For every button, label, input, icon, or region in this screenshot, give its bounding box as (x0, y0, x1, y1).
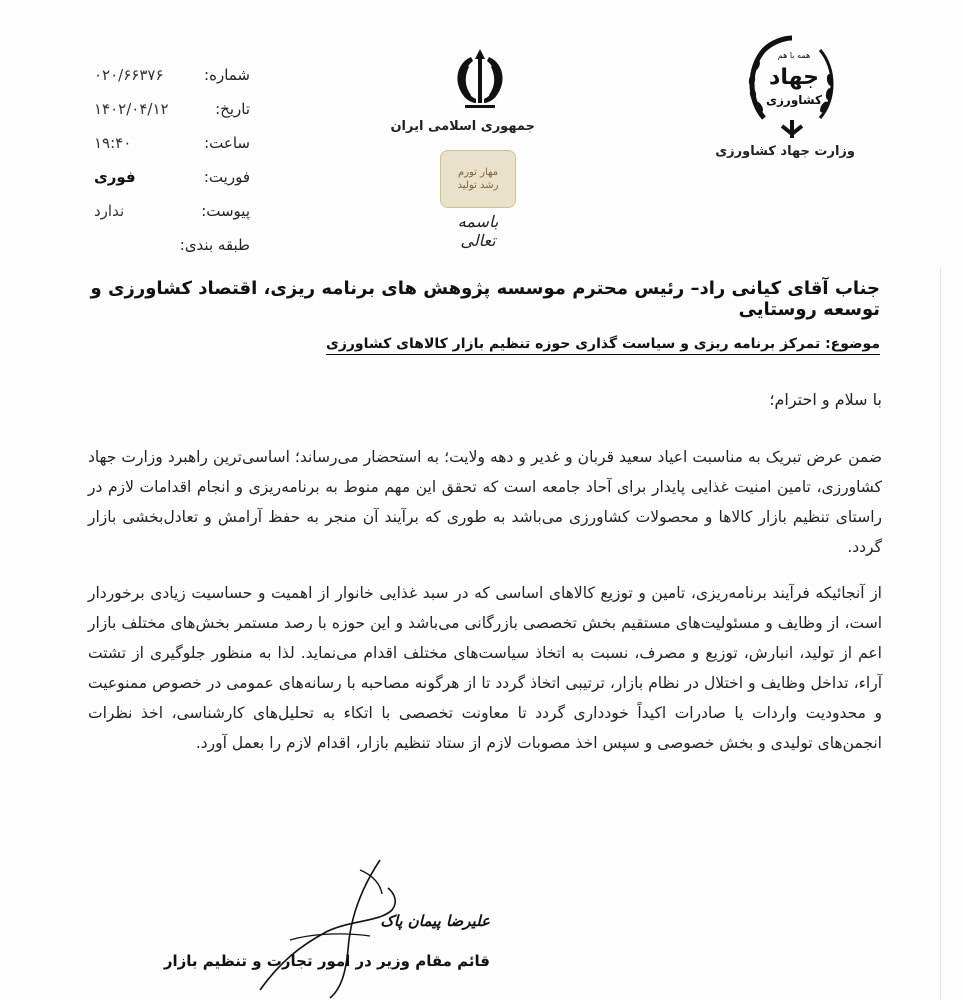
recipient-line: جناب آقای کیانی راد– رئیس محترم موسسه پژوهش های برنامه ریزی، اقتصاد کشاورزی و توسعه روستایی (90, 278, 880, 320)
letter-number: ۰۲۰/۶۶۳۷۶ (94, 65, 164, 84)
meta-label: شماره: (204, 65, 250, 84)
logo-word-jihad: جهاد (769, 65, 819, 90)
letter-urgency: فوری (94, 167, 136, 186)
logo-word-agriculture: کشاورزی (766, 93, 822, 107)
iran-emblem-icon (445, 45, 515, 113)
greeting: با سلام و احترام؛ (769, 390, 882, 409)
meta-time-row (90, 126, 250, 160)
logo-small-text: همه با هم (777, 51, 811, 60)
emblem-caption: جمهوری اسلامی ایران (390, 119, 535, 134)
page-edge-divider (940, 268, 941, 1000)
body-paragraph: از آنجائیکه فرآیند برنامه‌ریزی، تامین و توزیع کالاهای اساسی که در سبد غذایی خانوار از اهمیت و حساسیت زیادی برخوردار است، از وظایف و مسئولیت‌های مستقیم بخش تخصصی بازرگانی می‌باشد و این حوزه با رصد مستمر بخش‌های مختلف بازار اعم از تولید، انبارش، توزیع و مصرف، نسبت به اتخاذ سیاست‌های مختلف اقدام می‌نماید. لذا به منظور جلوگیری از تشتت آراء، تداخل وظایف و اختلال در نظام بازار، ترتیبی اتخاذ گردد تا از هرگونه مصاحبه با رسانه‌های عمومی در خصوص ممنوعیت و محدودیت واردات یا صادرات اکیداً خودداری گردد تا معاونت تخصصی با اتکاء به تحلیل‌های کارشناسی، اخذ نظرات انجمن‌های تولیدی و بخش خصوصی و سپس اخذ مصوبات لازم از ستاد تنظیم بازار، اقدام لازم را بعمل آورد. (88, 584, 882, 752)
letter-time: ۱۹:۴۰ (94, 133, 132, 152)
meta-label: پیوست: (201, 201, 250, 220)
ministry-logo (742, 30, 842, 146)
meta-attachment-row (90, 194, 250, 228)
meta-label: تاریخ: (215, 99, 250, 118)
signer-title: قائم مقام وزیر در امور تجارت و تنظیم بازار (163, 952, 490, 970)
letter-date: ۱۴۰۲/۰۴/۱۲ (94, 99, 169, 118)
letter-attachment: ندارد (94, 201, 125, 220)
meta-number-row (90, 58, 250, 92)
meta-label: طبقه بندی: (179, 235, 250, 254)
body-paragraph: ضمن عرض تبریک به مناسبت اعیاد سعید قربان و غدیر و دهه ولایت؛ به استحضار می‌رساند؛ اساسی‌ترین راهبرد وزارت جهاد کشاورزی، تامین امنیت غذایی پایدار برای آحاد جامعه است که تحقق این مهم منوط به برنامه‌ریزی و انجام اقدامات لازم در راستای تنظیم بازار کالاها و محصولات کشاورزی می‌باشد به طوری که برآیند آن منجر به حفظ آرامش و تعادل‌بخشی بازار گردد. (88, 448, 882, 556)
subject-line (60, 336, 880, 352)
year-motto-line2: رشد تولید (457, 180, 499, 191)
meta-urgency-row (90, 160, 250, 194)
bismillah-text: باسمه تعالی (457, 212, 499, 250)
meta-classification-row (90, 228, 250, 262)
subject-text: موضوع: تمرکز برنامه ریزی و سیاست گذاری حوزه تنظیم بازار کالاهای کشاورزی (326, 336, 880, 355)
meta-label: ساعت: (204, 133, 250, 152)
year-motto-line1: مهار تورم (458, 167, 498, 178)
meta-date-row (90, 92, 250, 126)
letter-metadata (90, 58, 250, 262)
jihad-agriculture-logo-icon (742, 30, 842, 142)
meta-label: فوریت: (203, 167, 250, 186)
year-motto-badge (440, 150, 516, 208)
ministry-caption: وزارت جهاد کشاورزی (715, 144, 855, 159)
iran-emblem (390, 45, 535, 134)
signer-name: علیرضا پیمان پاک (380, 912, 490, 930)
